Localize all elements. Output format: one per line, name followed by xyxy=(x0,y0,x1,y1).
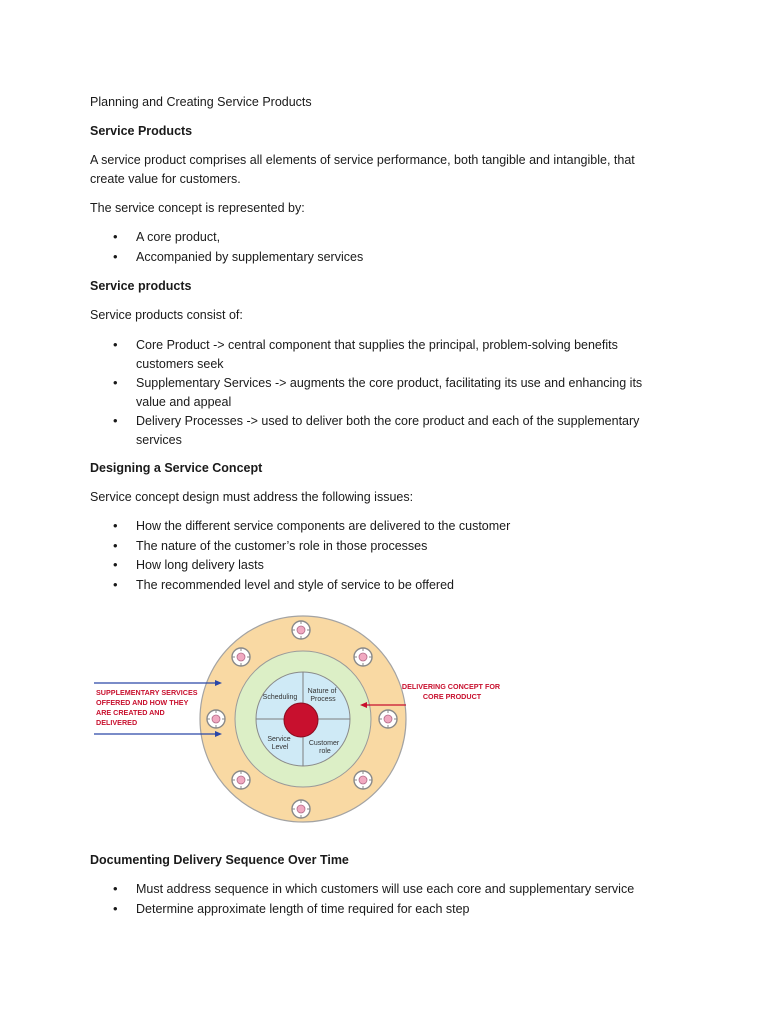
right-label-line: CORE PRODUCT xyxy=(422,692,482,701)
paragraph-lead: Service products consist of: xyxy=(90,308,243,322)
heading-documenting-delivery-sequence: Documenting Delivery Sequence Over Time xyxy=(90,853,349,867)
list-item-line: Supplementary Services -> augments the core product, facilitating its use and enhancing its xyxy=(136,376,643,390)
service-concept-diagram-svg xyxy=(90,604,522,834)
list-item: • How long delivery lasts xyxy=(110,556,670,575)
list-item xyxy=(110,412,670,449)
heading-designing-service-concept: Designing a Service Concept xyxy=(90,461,263,475)
left-label-line: OFFERED AND HOW THEY xyxy=(96,698,189,707)
list-item: • The recommended level and style of service to be offered xyxy=(110,576,670,595)
ring-marker-icon xyxy=(232,648,250,666)
paragraph-line: A service product comprises all elements of service performance, both tangible and intangible, that xyxy=(90,153,635,167)
list-item-line: value and appeal xyxy=(136,394,232,409)
ring-marker-icon xyxy=(207,710,225,728)
quadrant-label-line: role xyxy=(319,748,331,755)
list-item: • A core product, xyxy=(110,228,670,247)
bullet-list xyxy=(110,880,670,919)
list-item xyxy=(110,336,670,373)
list-item: • The nature of the customer’s role in those processes xyxy=(110,537,670,556)
right-label-line: DELIVERING CONCEPT FOR xyxy=(401,682,501,691)
document-title: Planning and Creating Service Products xyxy=(90,95,312,109)
quadrant-label-line: Level xyxy=(271,744,289,751)
heading-service-products: Service Products xyxy=(90,124,193,138)
ring-marker-icon xyxy=(232,771,250,789)
ring-marker-icon xyxy=(292,800,310,818)
list-item-line: customers seek xyxy=(136,356,224,371)
list-item-line: services xyxy=(136,432,182,447)
quadrant-label-line: Customer xyxy=(308,740,340,747)
list-item xyxy=(110,374,670,411)
list-item: • Must address sequence in which customers will use each core and supplementary service xyxy=(110,880,670,899)
ring-marker-icon xyxy=(292,621,310,639)
paragraph-lead: The service concept is represented by: xyxy=(90,201,305,215)
supplementary-services-label xyxy=(96,688,200,727)
bullet-list xyxy=(110,228,670,267)
ring-marker-icon xyxy=(354,771,372,789)
core-product-circle xyxy=(284,703,318,737)
heading-service-products-2: Service products xyxy=(90,279,192,293)
quadrant-label-line: Scheduling xyxy=(262,694,298,701)
list-item: • Determine approximate length of time required for each step xyxy=(110,900,670,919)
quadrant-label-line: Service xyxy=(267,736,291,743)
left-label-line: DELIVERED xyxy=(96,718,138,727)
arrow-right-icon xyxy=(94,680,222,686)
list-item-line: Core Product -> central component that supplies the principal, problem-solving benefits xyxy=(136,338,618,352)
left-label-line: SUPPLEMENTARY SERVICES xyxy=(96,688,198,697)
list-item: • How the different service components are delivered to the customer xyxy=(110,517,670,536)
quadrant-label-line: Nature of xyxy=(307,688,337,695)
list-item-line: Delivery Processes -> used to deliver both the core product and each of the supplementary xyxy=(136,414,640,428)
bullet-list xyxy=(110,336,670,450)
ring-marker-icon xyxy=(379,710,397,728)
bullet-list xyxy=(110,517,670,595)
quadrant-label-scheduling xyxy=(263,694,298,701)
paragraph-lead: Service concept design must address the following issues: xyxy=(90,490,414,504)
delivering-concept-label xyxy=(402,682,502,701)
service-concept-diagram xyxy=(90,604,522,834)
list-item: • Accompanied by supplementary services xyxy=(110,248,670,267)
paragraph-line: create value for customers. xyxy=(90,172,241,186)
left-label-line: ARE CREATED AND xyxy=(96,708,165,717)
quadrant-label-line: Process xyxy=(310,696,336,703)
ring-marker-icon xyxy=(354,648,372,666)
quadrant-label-nature-of-process xyxy=(308,688,339,703)
